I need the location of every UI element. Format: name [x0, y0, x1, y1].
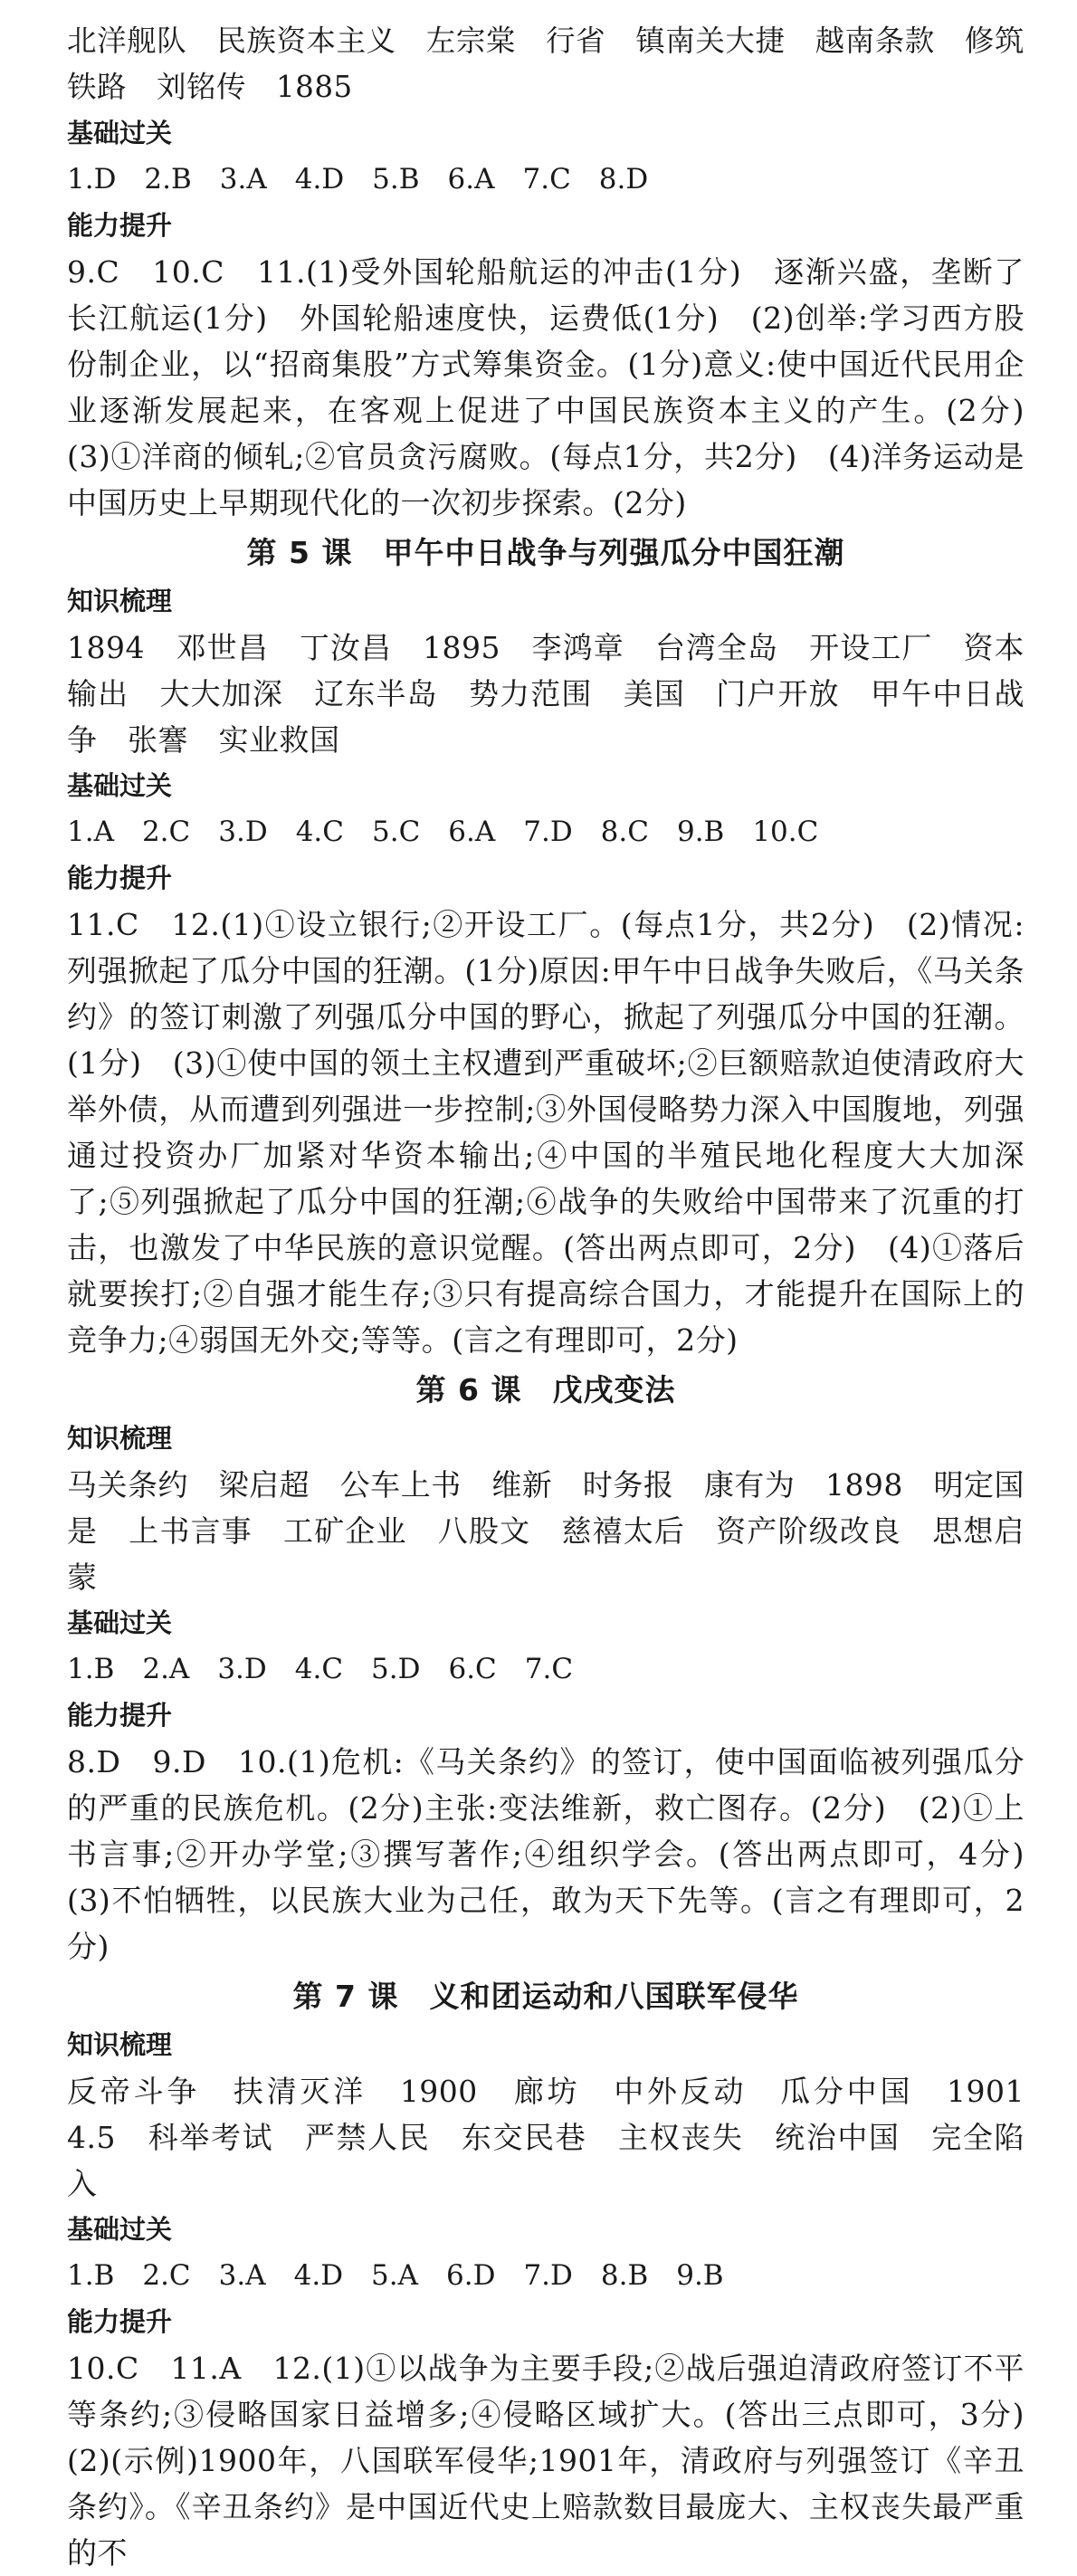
section-heading-basic: 基础过关 [67, 770, 173, 801]
section-heading-knowledge: 知识梳理 [67, 2029, 173, 2060]
section-heading-knowledge: 知识梳理 [67, 586, 173, 616]
section-heading-basic: 基础过关 [67, 1608, 173, 1638]
lesson-title: 第 5 课 甲午中日战争与列强瓜分中国狂潮 [246, 535, 845, 570]
knowledge-keywords: 1894 邓世昌 丁汝昌 1895 李鸿章 台湾全岛 开设工厂 资本输出 大大加深 辽东半岛 势力范围 美国 门户开放 甲午中日战争 张謇 实业救国 [67, 630, 1025, 758]
section-heading-advanced: 能力提升 [67, 1700, 173, 1731]
section-heading-basic: 基础过关 [67, 2214, 173, 2245]
intro-keywords: 北洋舰队 民族资本主义 左宗棠 行省 镇南关大捷 越南条款 修筑铁路 刘铭传 1885 [67, 24, 1025, 104]
lesson-title: 第 7 课 义和团运动和八国联军侵华 [292, 1979, 799, 2014]
advanced-answers: 9.C 10.C 11.(1)受外国轮船航运的冲击(1分) 逐渐兴盛，垄断了长江航运(1分) 外国轮船速度快，运费低(1分) (2)创举:学习西方股份制企业，以“招商集股”方式筹集资金。(1分)意义:使中国近代民用企业逐渐发展起来，在客观上促进了中国民族资本主义的产生。(2分) (3)①洋商的倾轧;②官员贪污腐败。(每点1分，共2分) (4)洋务运动是中国历史上早期现代化的一次初步探索。(2分) [67, 254, 1055, 520]
advanced-answers: 11.C 12.(1)①设立银行;②开设工厂。(每点1分，共2分) (2)情况:列强掀起了瓜分中国的狂潮。(1分)原因:甲午中日战争失败后，《马关条约》的签订刺激了列强瓜分中国的野心，掀起了列强瓜分中国的狂潮。(1分) (3)①使中国的领土主权遭到严重破坏;②巨额赔款迫使清政府大举外债，从而遭到列强进一步控制;③外国侵略势力深入中国腹地，列强通过投资办厂加紧对华资本输出;④中国的半殖民地化程度大大加深了;⑤列强掀起了瓜分中国的狂潮;⑥战争的失败给中国带来了沉重的打击，也激发了中华民族的意识觉醒。(答出两点即可，2分) (4)①落后就要挨打;②自强才能生存;③只有提高综合国力，才能提升在国际上的竞争力;④弱国无外交;等等。(言之有理即可，2分) [67, 907, 1025, 1358]
basic-answers: 1.B 2.A 3.D 4.C 5.D 6.C 7.C [67, 1653, 574, 1685]
section-heading-knowledge: 知识梳理 [67, 1423, 173, 1454]
basic-answers: 1.A 2.C 3.D 4.C 5.C 6.A 7.D 8.C 9.B 10.C [67, 816, 819, 848]
section-heading-advanced: 能力提升 [67, 863, 173, 893]
knowledge-keywords: 马关条约 梁启超 公车上书 维新 时务报 康有为 1898 明定国是 上书言事 工矿企业 八股文 慈禧太后 资产阶级改良 思想启蒙 [67, 1467, 1025, 1595]
advanced-answers: 8.D 9.D 10.(1)危机:《马关条约》的签订，使中国面临被列强瓜分的严重的民族危机。(2分)主张:变法维新，救亡图存。(2分) (2)①上书言事;②开办学堂;③撰写著作;④组织学会。(答出两点即可，4分) (3)不怕牺牲，以民族大业为己任，敢为天下先等。(言之有理即可，2分) [67, 1744, 1055, 1964]
section-heading-basic: 基础过关 [67, 118, 173, 148]
basic-answers: 1.B 2.C 3.A 4.D 5.A 6.D 7.D 8.B 9.B [67, 2259, 724, 2292]
section-heading-advanced: 能力提升 [67, 210, 173, 241]
advanced-answers: 10.C 11.A 12.(1)①以战争为主要手段;②战后强迫清政府签订不平等条约;③侵略国家日益增多;④侵略区域扩大。(答出三点即可，3分) (2)(示例)1900年，八国联军侵华;1901年，清政府与列强签订《辛丑条约》。《辛丑条约》是中国近代史上赔款数目最庞大、主权丧失最严重的不 [67, 2351, 1055, 2571]
section-heading-advanced: 能力提升 [67, 2306, 173, 2337]
lesson-title: 第 6 课 戊戌变法 [415, 1372, 676, 1407]
basic-answers: 1.D 2.B 3.A 4.D 5.B 6.A 7.C 8.D [67, 163, 649, 196]
knowledge-keywords: 反帝斗争 扶清灭洋 1900 廊坊 中外反动 瓜分中国 1901 4.5 科举考试 严禁人民 东交民巷 主权丧失 统治中国 完全陷入 [67, 2074, 1055, 2201]
